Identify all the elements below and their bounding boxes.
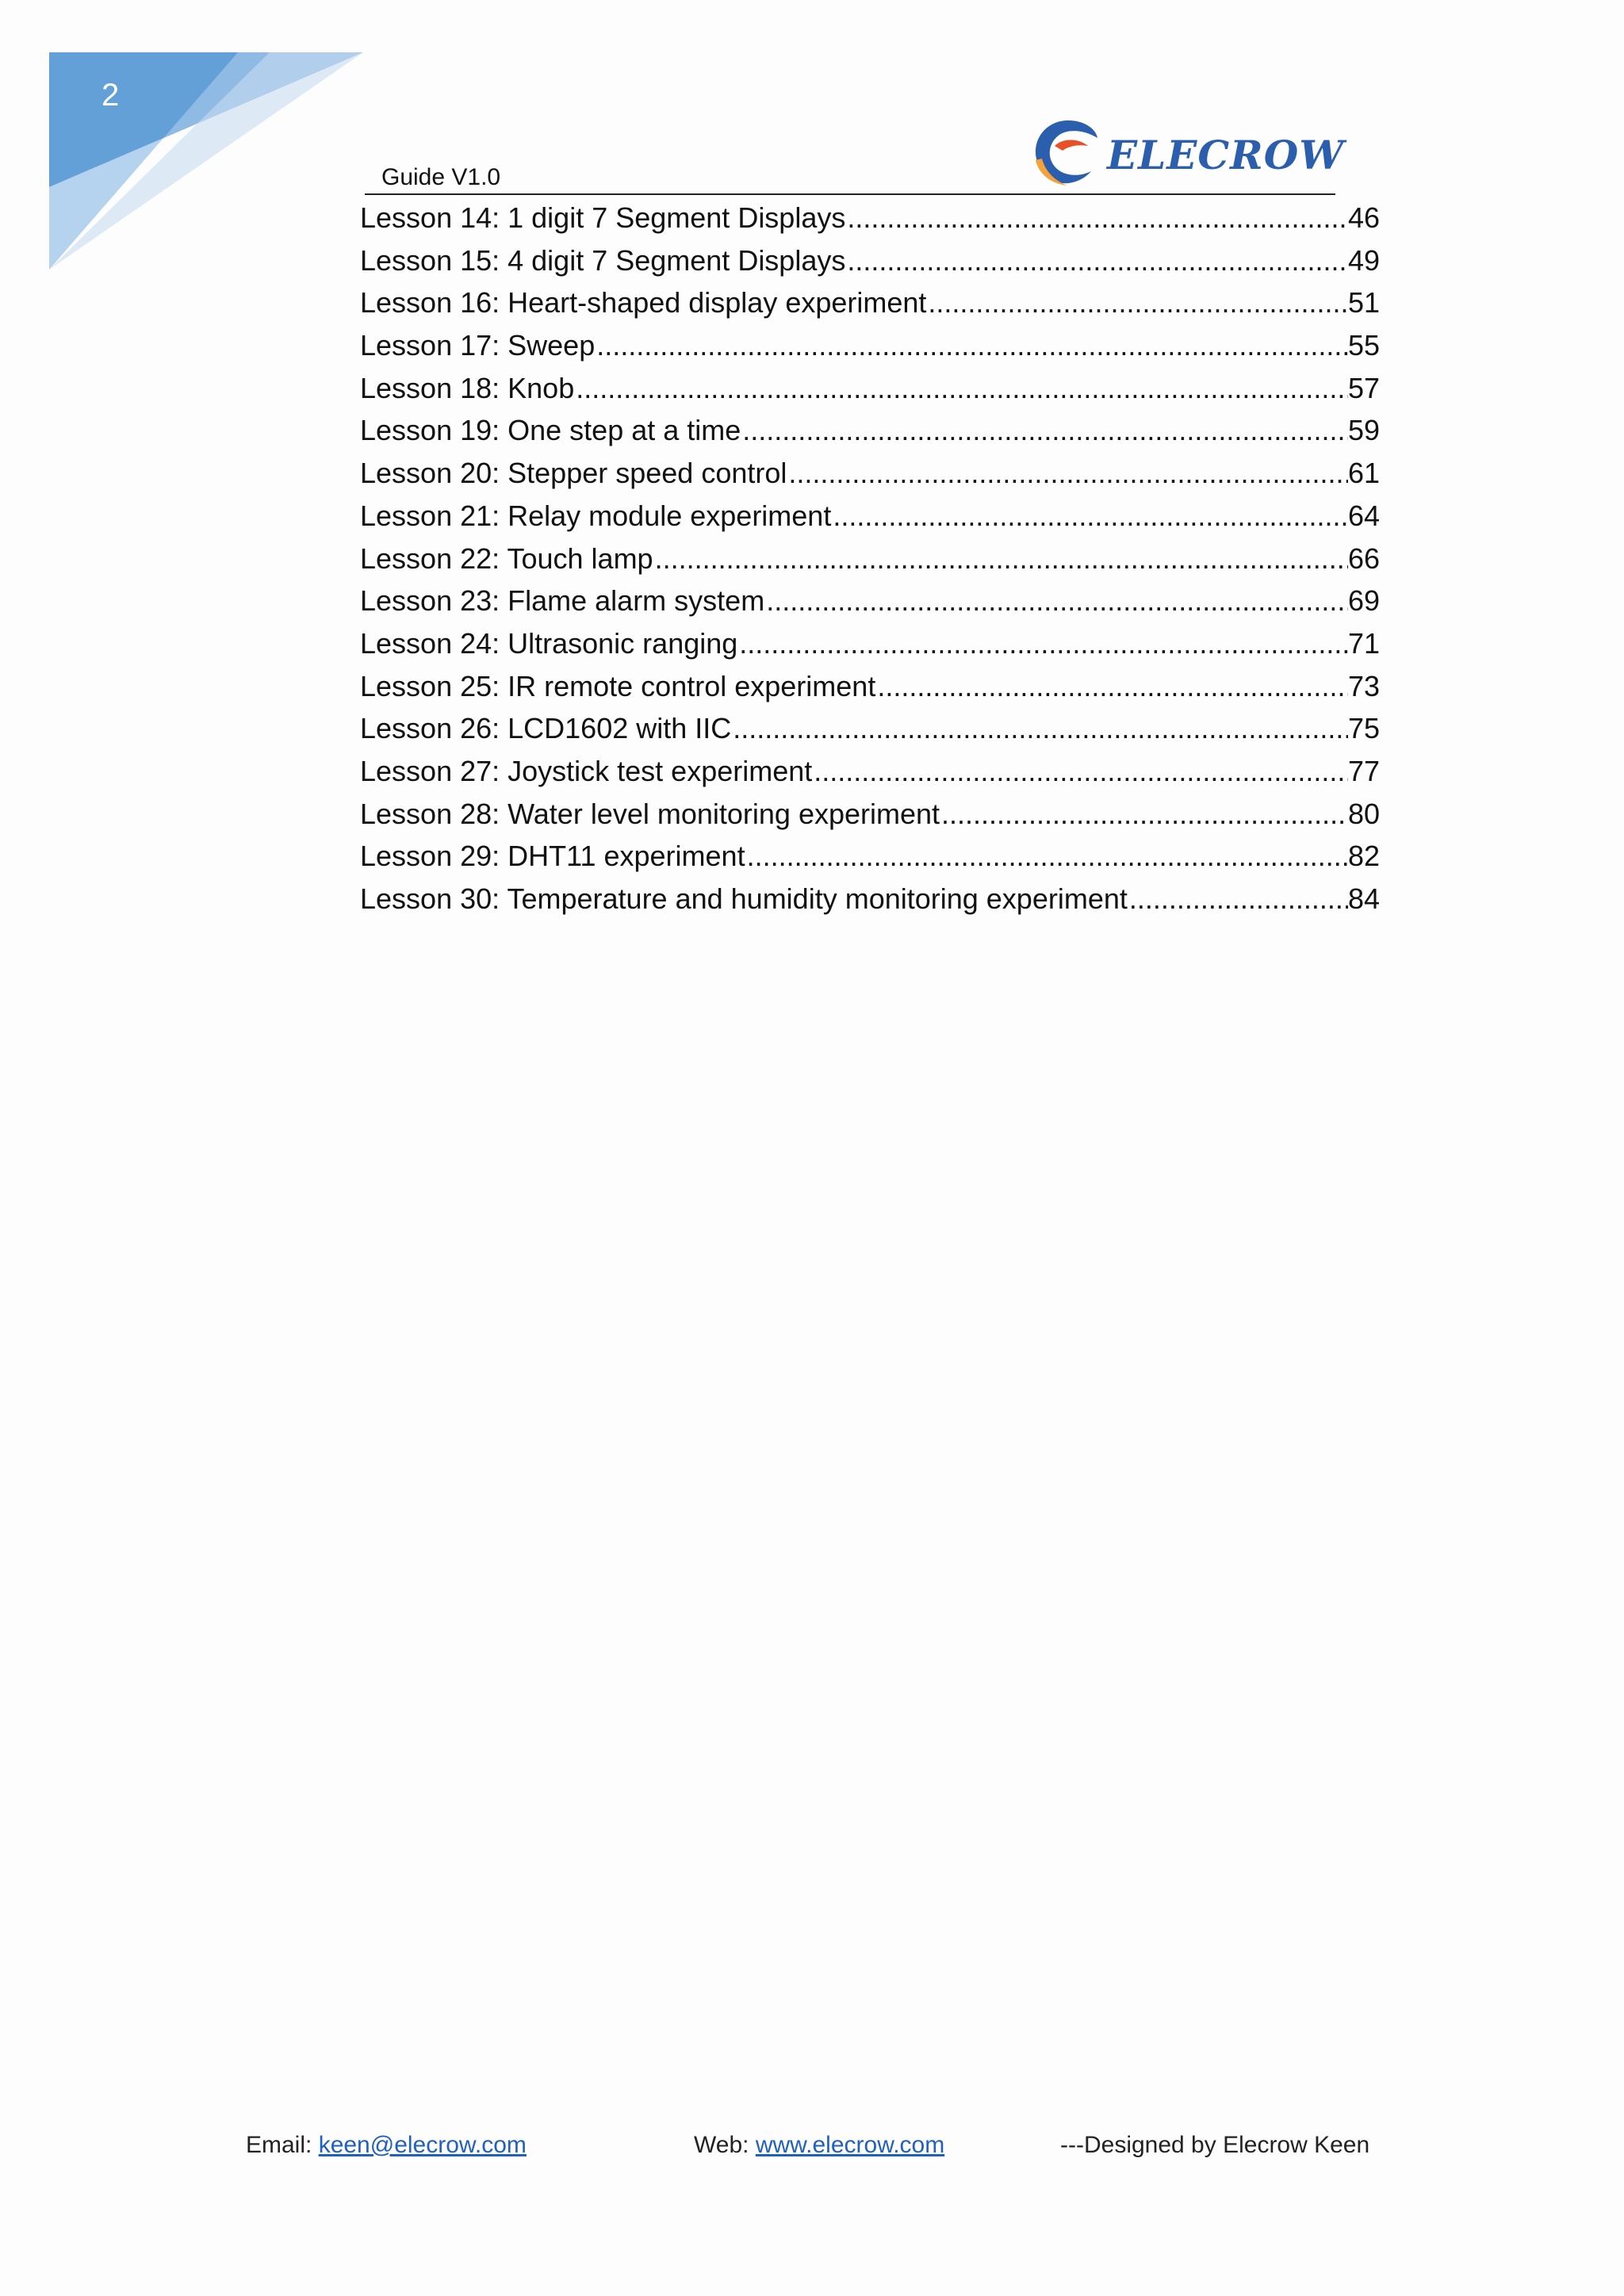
toc-entry-title: Lesson 18: Knob [360,371,575,404]
toc-entry-page: 66 [1347,541,1380,575]
toc-dot-leader [812,750,1348,792]
toc-entry-page: 64 [1347,499,1380,532]
table-of-contents [360,197,1380,920]
toc-dot-leader [731,707,1348,749]
toc-dot-leader [875,665,1348,707]
toc-entry[interactable] [360,367,1380,410]
toc-entry-page: 69 [1347,584,1380,618]
toc-entry-title: Lesson 20: Stepper speed control [360,457,787,490]
toc-entry-page: 61 [1347,457,1380,490]
toc-entry-title: Lesson 16: Heart-shaped display experiment [360,286,927,320]
toc-entry-page: 71 [1347,626,1380,660]
toc-entry[interactable] [360,452,1380,495]
toc-dot-leader [845,239,1348,281]
toc-dot-leader [1128,878,1348,920]
toc-entry[interactable] [360,409,1380,452]
toc-entry-title: Lesson 26: LCD1602 with IIC [360,712,732,745]
toc-entry-title: Lesson 29: DHT11 experiment [360,840,745,873]
toc-entry-page: 59 [1347,414,1380,447]
toc-entry-page: 77 [1347,754,1380,787]
toc-entry-title: Lesson 17: Sweep [360,329,596,362]
toc-dot-leader [831,495,1348,537]
toc-entry-page: 84 [1347,882,1380,915]
toc-entry-page: 51 [1347,286,1380,320]
toc-entry-page: 57 [1347,371,1380,404]
toc-entry[interactable] [360,707,1380,750]
toc-dot-leader [764,580,1348,622]
toc-entry-page: 49 [1347,243,1380,277]
toc-entry-title: Lesson 14: 1 digit 7 Segment Displays [360,201,846,234]
toc-entry-title: Lesson 15: 4 digit 7 Segment Displays [360,243,846,277]
toc-entry[interactable] [360,793,1380,836]
toc-entry[interactable] [360,281,1380,324]
toc-entry[interactable] [360,835,1380,878]
toc-entry[interactable] [360,580,1380,622]
toc-entry[interactable] [360,622,1380,665]
toc-dot-leader [653,538,1348,580]
toc-entry-page: 75 [1347,712,1380,745]
toc-dot-leader [745,835,1348,877]
toc-entry-page: 80 [1347,797,1380,830]
toc-entry[interactable] [360,665,1380,708]
guide-version-label: Guide V1.0 [381,164,501,190]
footer-email-label: Email: [246,2132,319,2158]
website-link[interactable]: www.elecrow.com [755,2132,945,2158]
toc-dot-leader [574,367,1348,409]
toc-dot-leader [741,409,1348,451]
toc-entry-title: Lesson 22: Touch lamp [360,541,653,575]
toc-dot-leader [926,281,1348,323]
toc-dot-leader [787,452,1348,494]
toc-entry[interactable] [360,197,1380,239]
toc-dot-leader [595,324,1348,366]
toc-entry-title: Lesson 27: Joystick test experiment [360,754,813,787]
toc-entry-title: Lesson 25: IR remote control experiment [360,669,876,702]
footer-credit [1060,2130,1369,2161]
toc-entry[interactable] [360,538,1380,580]
toc-entry-title: Lesson 30: Temperature and humidity monitoring experiment [360,882,1128,915]
toc-dot-leader [940,793,1348,835]
toc-entry-title: Lesson 23: Flame alarm system [360,584,765,618]
toc-entry-title: Lesson 28: Water level monitoring experiment [360,797,940,830]
toc-entry[interactable] [360,324,1380,367]
toc-entry-title: Lesson 24: Ultrasonic ranging [360,626,738,660]
toc-dot-leader [845,197,1348,239]
footer-credit-name: Elecrow Keen [1223,2132,1370,2158]
toc-dot-leader [737,622,1348,664]
toc-entry-title: Lesson 19: One step at a time [360,414,741,447]
footer-email [246,2130,527,2161]
corner-decoration [0,0,381,285]
toc-entry[interactable] [360,878,1380,920]
toc-entry[interactable] [360,495,1380,538]
toc-entry[interactable] [360,239,1380,282]
toc-entry-page: 73 [1347,669,1380,702]
toc-entry[interactable] [360,750,1380,793]
footer-web [694,2130,944,2161]
logo-wordmark: ELECROW [1107,132,1345,178]
elecrow-logo-icon [1028,114,1104,187]
footer-web-label: Web: [694,2132,756,2158]
elecrow-logo [1028,111,1345,190]
footer-credit-prefix: ---Designed by [1060,2132,1224,2158]
toc-entry-page: 82 [1347,840,1380,873]
toc-entry-page: 46 [1347,201,1380,234]
header-divider [365,193,1335,195]
email-link[interactable]: keen@elecrow.com [318,2132,527,2158]
toc-entry-title: Lesson 21: Relay module experiment [360,499,832,532]
page-number: 2 [102,78,120,113]
toc-entry-page: 55 [1347,329,1380,362]
